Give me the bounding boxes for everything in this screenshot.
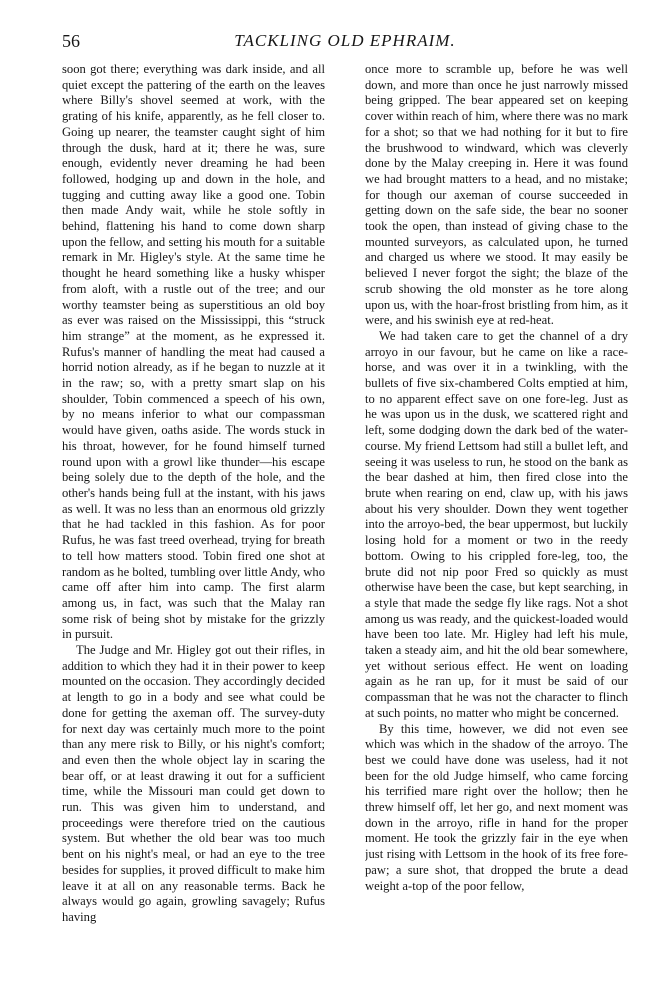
paragraph: By this time, however, we did not even see which was which in the shadow of the arroyo. The best we could have done was useless, had it not been for the old Judge himself, who came forcing his terrified mare right over the hollow; then he threw himself off, let her go, and next moment was down in the arroyo, rifle in hand for the proper moment. He took the grizzly fair in the eye when just rising with Lettsom in the hook of its free fore-paw; a sure shot, that dropped the brute a dead weight a-top of the poor fellow, <box>365 721 628 893</box>
running-title: TACKLING OLD EPHRAIM. <box>234 31 456 50</box>
paragraph: We had taken care to get the channel of a dry arroyo in our favour, but he came on like a race-horse, and was over it in a twinkling, with the bullets of five six-chambered Colts emptied at him, to no apparent effect save on one fore-leg. Just as he was upon us in the dusk, we scattered right and left, some dodging down the dark bed of the water-course. My friend Lettsom had still a bullet left, and seeing it was useless to run, he stood on the bank as the bear dashed at him, then fired close into the brute when rearing on end, claw up, with his jaws about his very shoulder. Down they went together into the arroyo-bed, the bear uppermost, but luckily losing hold for a moment or two in the reedy bottom. Owing to his crippled fore-leg, too, the brute did not nip poor Fred so quickly as must otherwise have been the case, but kept searching, in a style that made the sedge fly like rags. Not a shot among us was ready, and the quickest-loaded would have been too late. Mr. Higley had left his mule, taken a steady aim, and hit the old bear somewhere, yet without serious effect. He went on loading again as he ran up, for it must be said of our compassman that he was not the character to flinch at such points, no matter who might be concerned. <box>365 328 628 720</box>
right-column <box>365 62 628 992</box>
paragraph: soon got there; everything was dark inside, and all quiet except the pattering of the earth on the leaves where Billy's shovel seemed at work, with the grating of his knife, apparently, as he fell closer to. Going up nearer, the teamster caught sight of him through the dusk, hard at it; there he was, sure enough, evidently never dreaming he had been followed, hodging up and down in the hole, and tugging and cutting away like a good one. Tobin then made Andy wait, while he stole softly in behind, flattening his hand to come down sharp upon the fellow, and setting his mouth for a suitable remark in Mr. Higley's style. At the same time he thought he heard something like a husky whisper from aloft, with a rustle out of the tree; and our worthy teamster being as superstitious an old boy as ever was raised on the Mississippi, this “struck him strange” at the moment, as he expressed it. Rufus's manner of handling the meat had caused a horrid notion already, as if he began to nuzzle at it in the raw; so, with a pretty smart slap on his shoulder, Tobin commenced a speech of his own, by no means inferior to what our compassman would have given, oaths aside. The words stuck in his throat, however, for he found himself turned round upon with a growl like thunder—his escape being solely due to the depth of the hole, and the other's hands being full at the instant, with his jaws as well. It was no less than an enormous old grizzly that he had tackled in this fashion. As for poor Rufus, he was fast treed overhead, trying for breath to tell how matters stood. Tobin fired one shot at random as he bolted, tumbling over little Andy, who came off after him into camp. The first alarm among us, in fact, was such that the Malay ran some risk of being shot by mistake for the grizzly in pursuit. <box>62 62 325 642</box>
page-header <box>62 28 628 54</box>
paragraph: once more to scramble up, before he was well down, and more than once he just narrowly missed being gripped. The bear appeared set on keeping cover within reach of him, where there was no mark for a shot; so that we had nothing for it but to fire the brushwood to windward, which was cleverly done by the Malay creeping in. Here it was found we had brought matters to a head, and no mistake; for though our axeman of course succeeded in getting down on the safe side, the bear no sooner took the open, than instead of giving chase to the mounted surveyors, as calculated upon, he turned and charged us where we stood. It may easily be believed I never forgot the sight; the blaze of the scrub showing the old monster as he tore along upon us, with the hoar-frost bristling from him, as it were, and his swinish eye at red-heat. <box>365 62 628 328</box>
page-number: 56 <box>62 31 80 51</box>
paragraph: The Judge and Mr. Higley got out their rifles, in addition to which they had it in their power to keep mounted on the occasion. They accordingly decided at length to go in a body and see what could be done for getting the axeman off. The survey-duty for next day was certainly much more to the point than any mere risk to Billy, or his night's comfort; and even then the whole object lay in scaring the bear off, or at least drawing it out for a sufficient time, while the Missouri man could get down to run. This was given him to understand, and proceedings were therefore tried on the cautious system. But whether the old bear was too much bent on his night's meal, or had an eye to the tree besides for supplies, it proved difficult to make him leave it at all on any reasonable terms. Back he always would go again, growling savagely; Rufus having <box>62 643 325 924</box>
left-column <box>62 62 325 992</box>
